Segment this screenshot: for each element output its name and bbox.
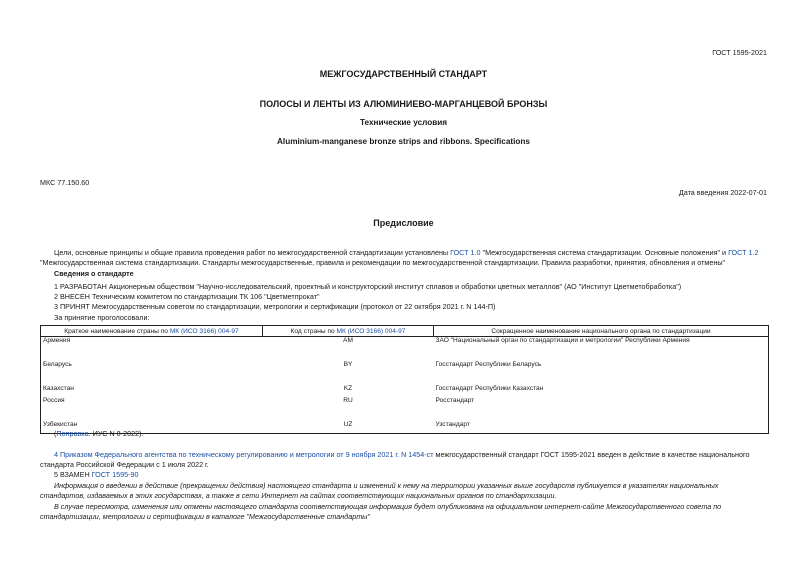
body-cell: Росстандарт	[435, 397, 475, 404]
intro-text-2: "Межгосударственная система стандартизации. Основные положения" и	[480, 248, 729, 257]
gost-1595-90-link[interactable]: ГОСТ 1595-90	[91, 470, 139, 479]
document-subtitle-ru: Технические условия	[359, 118, 448, 127]
gost-1-2-link[interactable]: ГОСТ 1.2	[728, 248, 759, 257]
country-cell: Узбекистан	[43, 421, 78, 428]
gost-1-0-link[interactable]: ГОСТ 1.0	[450, 248, 481, 257]
table-header-row	[41, 326, 769, 337]
foreword-heading: Предисловие	[373, 218, 434, 228]
column-header-country: Краткое наименование страны по МК (ИСО 3166) 004-97	[41, 326, 263, 337]
item-3-adopted: 3 ПРИНЯТ Межгосударственным советом по стандартизации, метрологии и сертификации (протокол от 22 октября 2021 г. N 144-П)	[54, 302, 496, 311]
country-cell: Армения	[43, 337, 71, 344]
info-heading: Сведения о стандарте	[54, 269, 134, 278]
document-title-en: Aluminium-manganese bronze strips and ribbons. Specifications	[277, 137, 530, 146]
country-cell: Казахстан	[43, 385, 74, 392]
table-row	[41, 337, 769, 350]
code-cell: BY	[343, 361, 353, 368]
revision-note: В случае пересмотра, изменения или отмены настоящего стандарта соответствующая информация будет опубликована на официальном интернет-сайте Межгосударственного совета по стандартизации, метрологии и сертификации в каталоге "Межгосударственные стандарты"	[40, 502, 722, 521]
intro-text-1: Цели, основные принципы и общие правила проведения работ по межгосударственной стандартизации установлены	[54, 248, 451, 257]
amendment-note: (Поправка. ИУС N 8-2022).	[54, 429, 144, 438]
intro-text-line2: "Межгосударственная система стандартизации. Стандарты межгосударственные, правила и рекомендации по межгосударственной стандартизации. Правила разработки, принятия, обновления и отмены"	[40, 258, 726, 267]
country-cell: Россия	[43, 397, 65, 404]
mk-iso-link[interactable]: МК (ИСО 3166) 004-97	[169, 327, 239, 335]
item-4-order: 4 Приказом Федерального агентства по техническому регулированию и метрологии от 9 ноября 2021 г. N 1454-ст межгосударственный стандарт ГОСТ 1595-2021 введен в действие в качестве национального стандарта Российской Федерации с 1 июля 2022 г.	[40, 450, 750, 469]
standard-type-heading: МЕЖГОСУДАРСТВЕННЫЙ СТАНДАРТ	[319, 69, 488, 79]
table-row	[41, 409, 769, 421]
intro-paragraph	[40, 248, 770, 268]
body-cell: Госстандарт Республики Казахстан	[435, 385, 544, 392]
mks-code: МКС 77.150.60	[40, 178, 90, 187]
code-cell: KZ	[343, 385, 353, 392]
table-row	[41, 421, 769, 434]
introduction-date: Дата введения 2022-07-01	[678, 188, 767, 197]
code-cell: RU	[343, 397, 353, 404]
publication-note: Информация о введении в действие (прекращении действия) настоящего стандарта и изменений к нему на территории указанных выше государств публикуется в указателях национальных стандартов, издаваемых в этих государствах, а также в сети Интернет на сайтах соответствующих национальных органов по стандартизации.	[40, 481, 719, 500]
amendment-link[interactable]: Поправка	[56, 429, 89, 438]
body-cell: Госстандарт Республики Беларусь	[435, 361, 542, 368]
voted-label: За принятие проголосовали:	[54, 313, 150, 322]
voting-states-table	[40, 325, 769, 434]
table-row	[41, 349, 769, 361]
country-cell: Беларусь	[43, 361, 72, 368]
mk-iso-link[interactable]: МК (ИСО 3166) 004-97	[336, 327, 406, 335]
column-header-body: Сокращенное наименование национального органа по стандартизации	[434, 326, 769, 337]
table-row	[41, 361, 769, 373]
table-row	[41, 385, 769, 397]
order-link[interactable]: 4 Приказом Федерального агентства по техническому регулированию и метрологии от 9 ноября 2021 г. N 1454-ст	[54, 450, 434, 459]
item-5-replaces: 5 ВЗАМЕН ГОСТ 1595-90	[54, 470, 139, 479]
document-code: ГОСТ 1595-2021	[712, 48, 767, 57]
table-row	[41, 397, 769, 409]
column-header-code: Код страны по МК (ИСО 3166) 004-97	[263, 326, 434, 337]
document-title-ru: ПОЛОСЫ И ЛЕНТЫ ИЗ АЛЮМИНИЕВО-МАРГАНЦЕВОЙ БРОНЗЫ	[259, 99, 548, 109]
item-2-introduced: 2 ВНЕСЕН Техническим комитетом по стандартизации ТК 106 "Цветметпрокат"	[54, 292, 320, 301]
body-cell: Узстандарт	[435, 421, 470, 428]
body-cell: ЗАО "Национальный орган по стандартизации и метрологии" Республики Армения	[435, 337, 690, 344]
item-1-developed: 1 РАЗРАБОТАН Акционерным обществом "Научно-исследовательский, проектный и конструкторский институт сплавов и обработки цветных металлов" (АО "Институт Цветметобработка")	[54, 282, 682, 291]
code-cell: UZ	[343, 421, 353, 428]
code-cell: AM	[343, 337, 353, 344]
table-row	[41, 373, 769, 385]
